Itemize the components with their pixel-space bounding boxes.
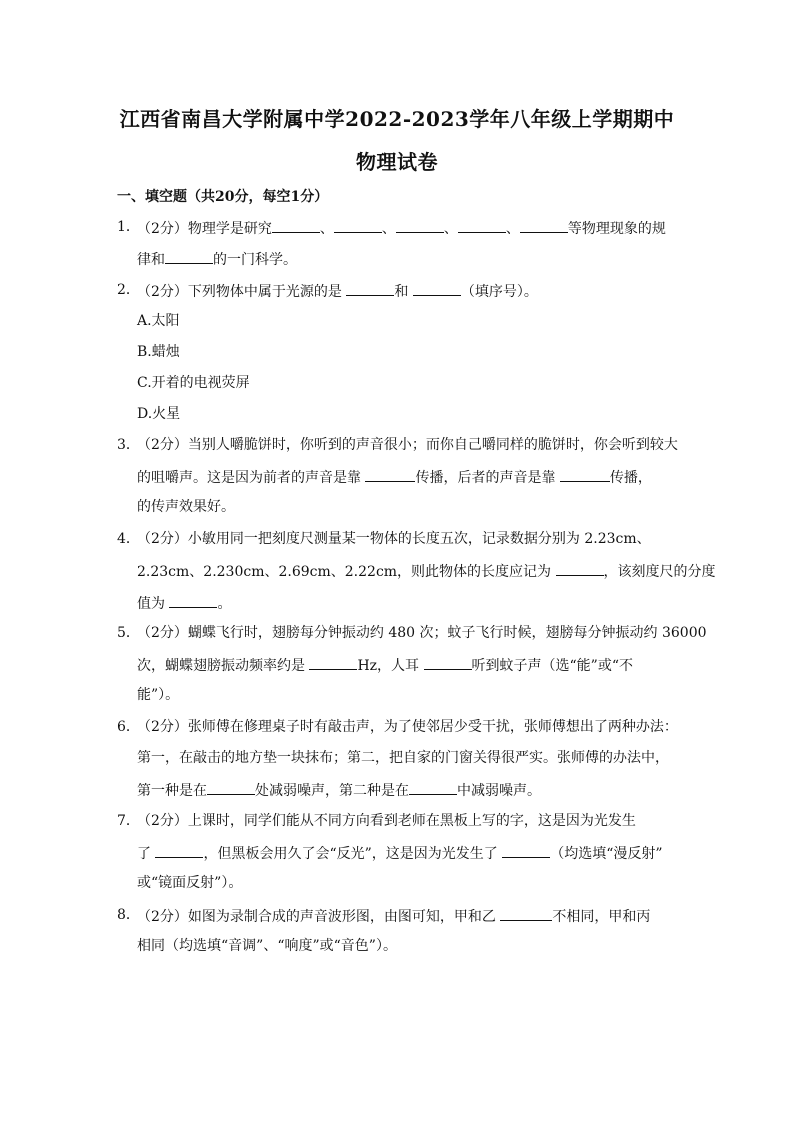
- question-8-line-2: 相同（均选填“音调”、“响度”或“音色”）。: [137, 938, 397, 954]
- answer-blank[interactable]: [556, 561, 604, 576]
- question-5-line-2: 次，蝴蝶翅膀振动频率约是 Hz，人耳 听到蚊子声（选“能”或“不: [137, 655, 633, 675]
- answer-blank[interactable]: [396, 218, 444, 233]
- question-number-7: 7．: [117, 813, 140, 829]
- option-a: A.太阳: [137, 313, 180, 329]
- question-number-2: 2．: [117, 282, 140, 298]
- question-5-line-3: 能”）。: [137, 687, 180, 703]
- question-5-line-1: （2分）蝴蝶飞行时，翅膀每分钟振动约 480 次；蚊子飞行时候，翅膀每分钟振动约 36000: [137, 625, 707, 641]
- answer-blank[interactable]: [520, 218, 568, 233]
- answer-blank[interactable]: [207, 780, 255, 795]
- question-4-line-1: （2分）小敏用同一把刻度尺测量某一物体的长度五次，记录数据分别为 2.23cm、: [137, 531, 651, 547]
- question-1-line-1: （2分）物理学是研究 、 、 、 、 等物理现象的规: [137, 218, 666, 238]
- exam-title-line-1: 江西省南昌大学附属中学2022-2023学年八年级上学期期中: [119, 107, 675, 131]
- question-6-line-3: 第一种是在 处减弱噪声，第二种是在 中减弱噪声。: [137, 780, 541, 800]
- question-3-line-1: （2分）当别人嚼脆饼时，你听到的声音很小；而你自己嚼同样的脆饼时，你会听到较大: [137, 437, 678, 453]
- answer-blank[interactable]: [365, 467, 415, 482]
- answer-blank[interactable]: [346, 281, 394, 296]
- section-heading: 一、填空题（共20分，每空1分）: [117, 189, 329, 205]
- answer-blank[interactable]: [334, 218, 382, 233]
- question-1-line-2: 律和 的一门科学。: [137, 249, 297, 269]
- question-6-line-2: 第一，在敲击的地方垫一块抹布；第二，把自家的门窗关得很严实。张师傅的办法中，: [137, 750, 669, 766]
- answer-blank[interactable]: [500, 906, 552, 921]
- option-d: D.火星: [137, 406, 181, 422]
- question-7-line-3: 或“镜面反射”）。: [137, 875, 243, 891]
- answer-blank[interactable]: [424, 655, 472, 670]
- answer-blank[interactable]: [165, 249, 213, 264]
- answer-blank[interactable]: [169, 593, 217, 608]
- question-4-line-2: 2.23cm、2.230cm、2.69cm、2.22cm，则此物体的长度应记为 ，该刻度尺的分度: [137, 561, 716, 581]
- answer-blank[interactable]: [409, 780, 457, 795]
- answer-blank[interactable]: [309, 655, 357, 670]
- question-number-5: 5．: [117, 625, 140, 641]
- question-7-line-1: （2分）上课时，同学们能从不同方向看到老师在黑板上写的字，这是因为光发生: [137, 813, 636, 829]
- question-2-line-1: （2分）下列物体中属于光源的是 和 （填序号）。: [137, 281, 538, 301]
- question-7-line-2: 了 ，但黑板会用久了会“反光”，这是因为光发生了 （均选填“漫反射”: [137, 843, 663, 863]
- answer-blank[interactable]: [502, 843, 550, 858]
- answer-blank[interactable]: [155, 843, 203, 858]
- answer-blank[interactable]: [413, 281, 461, 296]
- question-8-line-1: （2分）如图为录制合成的声音波形图，由图可知，甲和乙 不相同，甲和丙: [137, 906, 650, 926]
- answer-blank[interactable]: [272, 218, 320, 233]
- option-b: B.蜡烛: [137, 344, 180, 360]
- answer-blank[interactable]: [458, 218, 506, 233]
- question-number-4: 4．: [117, 531, 140, 547]
- option-c: C.开着的电视荧屏: [137, 375, 250, 391]
- question-number-8: 8．: [117, 907, 140, 923]
- question-number-6: 6．: [117, 719, 140, 735]
- question-6-line-1: （2分）张师傅在修理桌子时有敲击声，为了使邻居少受干扰，张师傅想出了两种办法：: [137, 719, 678, 735]
- exam-title-line-2: 物理试卷: [356, 150, 438, 174]
- question-3-line-2: 的咀嚼声。这是因为前者的声音是靠 传播，后者的声音是靠 传播，: [137, 467, 652, 487]
- answer-blank[interactable]: [560, 467, 610, 482]
- question-number-1: 1．: [117, 219, 140, 235]
- question-3-line-3: 的传声效果好。: [137, 499, 235, 515]
- question-4-line-3: 值为 。: [137, 593, 231, 613]
- question-number-3: 3．: [117, 437, 140, 453]
